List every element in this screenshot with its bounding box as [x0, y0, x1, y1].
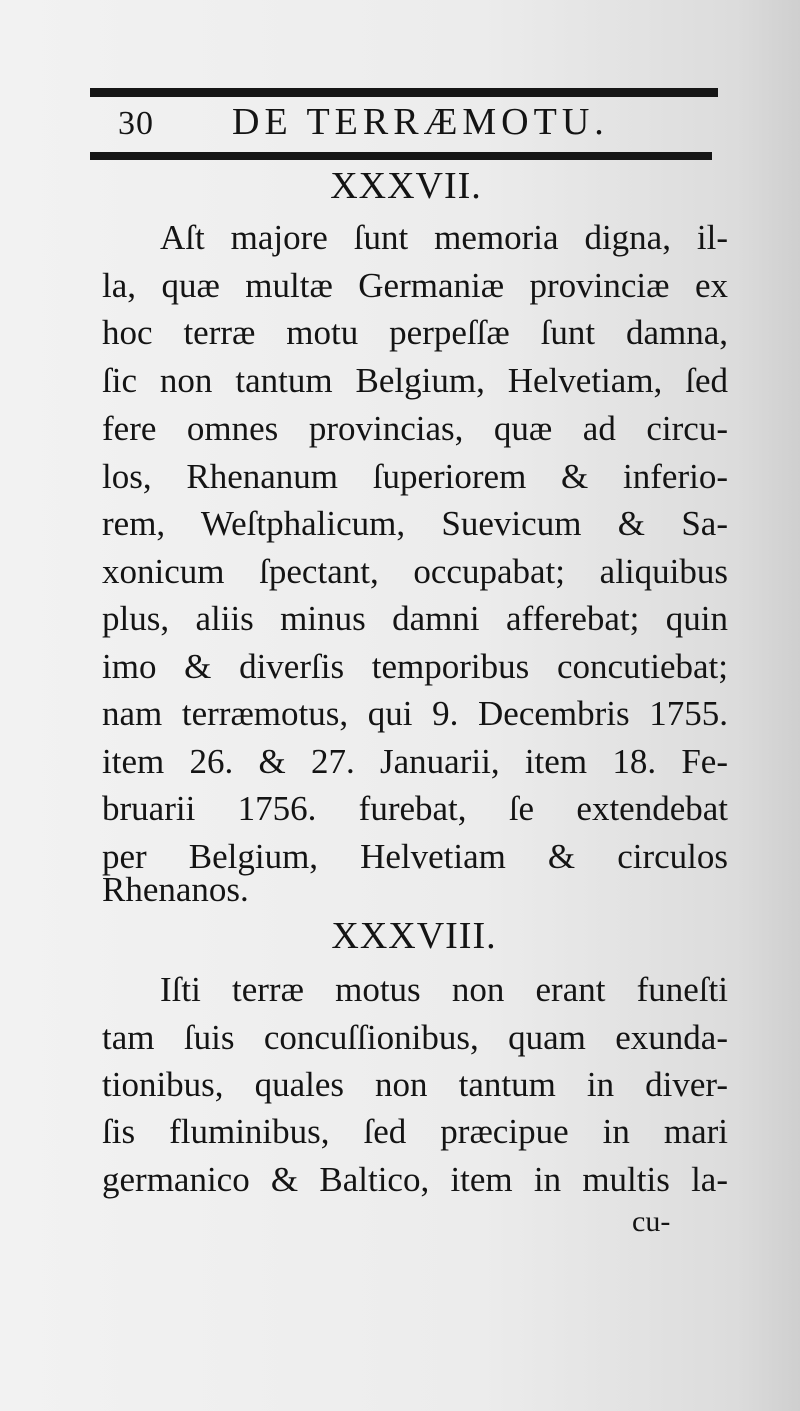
section-heading-37: XXXVII. [330, 165, 482, 207]
text-line: la, quæ multæ Germaniæ provinciæ ex [102, 266, 728, 305]
text-line: fere omnes provincias, quæ ad circu- [102, 409, 728, 448]
text-line: per Belgium, Helvetiam & circulos [102, 837, 728, 876]
text-line: germanico & Baltico, item in multis la- [102, 1160, 728, 1199]
text-line: los, Rhenanum ſuperiorem & inferio- [102, 457, 728, 496]
text-line: Aſt majore ſunt memoria digna, il- [160, 218, 728, 257]
text-line: Rhenanos. [102, 870, 249, 909]
section-heading-38: XXXVIII. [331, 915, 497, 957]
text-line: tam ſuis concuſſionibus, quam exunda- [102, 1018, 728, 1057]
text-line: xonicum ſpectant, occupabat; aliquibus [102, 552, 728, 591]
text-line: Iſti terræ motus non erant funeſti [160, 970, 728, 1009]
text-line: rem, Weſtphalicum, Suevicum & Sa- [102, 504, 728, 543]
text-line: imo & diverſis temporibus concutiebat; [102, 647, 728, 686]
text-line: tionibus, quales non tantum in diver- [102, 1065, 728, 1104]
text-line: hoc terræ motu perpeſſæ ſunt damna, [102, 313, 728, 352]
text-line: ſis fluminibus, ſed præcipue in mari [102, 1112, 728, 1151]
text-line: item 26. & 27. Januarii, item 18. Fe- [102, 742, 728, 781]
text-line: nam terræmotus, qui 9. Decembris 1755. [102, 694, 728, 733]
text-line: ſic non tantum Belgium, Helvetiam, ſed [102, 361, 728, 400]
text-line: bruarii 1756. furebat, ſe extendebat [102, 789, 728, 828]
catchword: cu- [632, 1205, 671, 1238]
header-rule-top [90, 88, 718, 97]
text-line: plus, aliis minus damni afferebat; quin [102, 599, 728, 638]
running-head [0, 100, 800, 146]
header-rule-bottom [90, 152, 712, 160]
running-title: DE TERRÆMOTU. [232, 101, 609, 143]
page-number: 30 [118, 105, 154, 142]
